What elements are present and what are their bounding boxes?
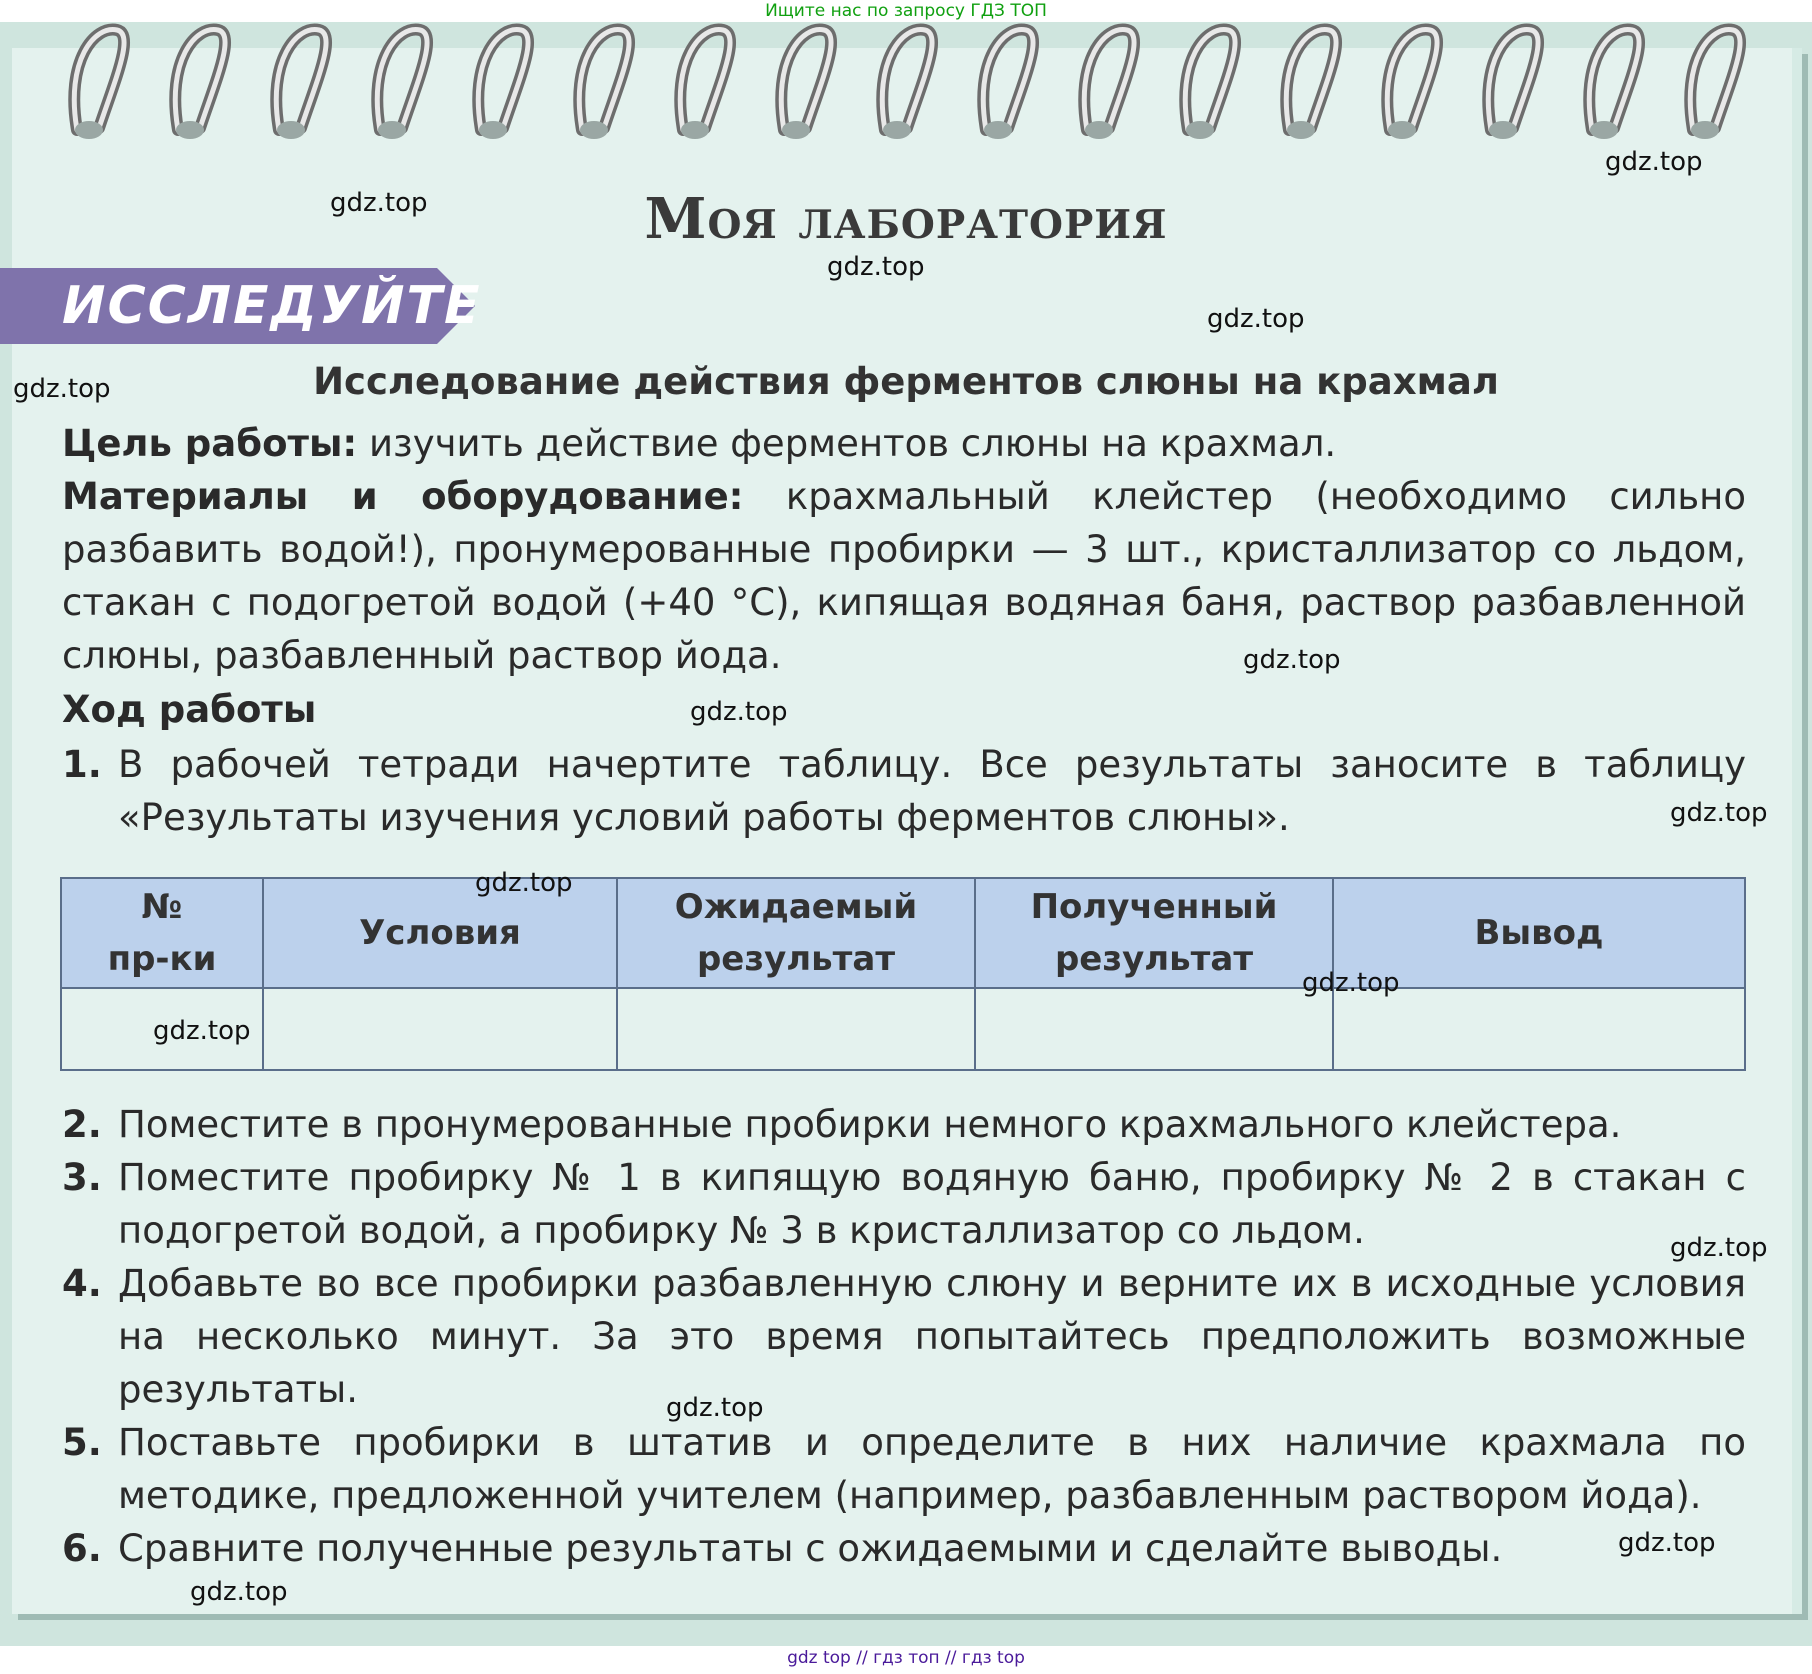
- watermark: gdz.top: [1670, 798, 1768, 828]
- procedure-heading: [62, 683, 316, 736]
- table-cell: [1333, 988, 1745, 1070]
- step-number: 4.: [62, 1262, 102, 1305]
- banner-label: ИССЛЕДУЙТЕ: [62, 276, 482, 336]
- experiment-heading: Исследование действия ферментов слюны на крахмал: [313, 360, 1499, 403]
- step-1: [62, 738, 1746, 844]
- watermark: gdz.top: [330, 188, 428, 218]
- step-text: Поставьте пробирки в штатив и определите в них наличие крахмала по методике, предложенной учителем (например, разбавленным раствором йода).: [118, 1421, 1746, 1517]
- header-tube-number: [61, 878, 263, 988]
- binding-hole: [378, 121, 406, 139]
- binding-hole: [782, 121, 810, 139]
- watermark: gdz.top: [153, 1016, 251, 1046]
- spiral-rings: [74, 30, 1740, 139]
- step-6: [62, 1522, 1746, 1575]
- table-cell: [975, 988, 1333, 1070]
- goal-label: Цель работы:: [62, 422, 358, 465]
- step-text: Поместите в пронумерованные пробирки немного крахмального клейстера.: [118, 1103, 1622, 1146]
- header-text: №: [141, 887, 183, 927]
- binding-hole: [1287, 121, 1315, 139]
- table-header-row: [61, 878, 1745, 988]
- binding-hole: [1186, 121, 1214, 139]
- step-number: 1.: [62, 743, 102, 786]
- header-text: Условия: [359, 913, 521, 953]
- header-expected-result: [617, 878, 975, 988]
- step-text: Добавьте во все пробирки разбавленную слюну и верните их в исходные условия на несколько минут. За это время попытайтесь предположить возможные результаты.: [118, 1262, 1746, 1411]
- materials-paragraph: [62, 470, 1746, 682]
- watermark: gdz.top: [666, 1393, 764, 1423]
- header-link[interactable]: Ищите нас по запросу ГДЗ ТОП: [765, 1, 1047, 21]
- step-number: 5.: [62, 1421, 102, 1464]
- header-text: Ожидаемый: [674, 887, 918, 927]
- binding-hole: [984, 121, 1012, 139]
- header-text: Вывод: [1474, 913, 1604, 953]
- watermark: gdz.top: [475, 868, 573, 898]
- binding-hole: [176, 121, 204, 139]
- materials-label: Материалы и оборудование:: [62, 475, 744, 518]
- binding-hole: [681, 121, 709, 139]
- goal-text: изучить действие ферментов слюны на крахмал.: [368, 422, 1337, 465]
- step-text: Сравните полученные результаты с ожидаемыми и сделайте выводы.: [118, 1527, 1503, 1570]
- header-text: результат: [1054, 939, 1254, 979]
- watermark: gdz.top: [1605, 147, 1703, 177]
- watermark: gdz.top: [13, 374, 111, 404]
- watermark: gdz.top: [1243, 645, 1341, 675]
- step-number: 3.: [62, 1156, 102, 1199]
- header-obtained-result: [975, 878, 1333, 988]
- table-cell: [263, 988, 617, 1070]
- step-3: [62, 1151, 1746, 1257]
- watermark: gdz.top: [1670, 1233, 1768, 1263]
- binding-hole: [479, 121, 507, 139]
- binding-hole: [1085, 121, 1113, 139]
- footer-link[interactable]: gdz top // гдз топ // гдз top: [787, 1648, 1025, 1668]
- binding-hole: [1388, 121, 1416, 139]
- step-text: В рабочей тетради начертите таблицу. Все результаты заносите в таблицу «Результаты изучения условий работы ферментов слюны».: [118, 743, 1746, 839]
- binding-hole: [75, 121, 103, 139]
- procedure-heading-text: Ход работы: [62, 688, 317, 731]
- results-table: [60, 877, 1746, 1071]
- spiral-binding: [0, 0, 1812, 170]
- header-text: результат: [696, 939, 896, 979]
- binding-hole: [883, 121, 911, 139]
- watermark: gdz.top: [827, 252, 925, 282]
- watermark: gdz.top: [1302, 968, 1400, 998]
- binding-hole: [277, 121, 305, 139]
- binding-hole: [1691, 121, 1719, 139]
- header-text: Полученный: [1030, 887, 1278, 927]
- goal-paragraph: [62, 417, 1746, 470]
- step-number: 2.: [62, 1103, 102, 1146]
- materials-text: крахмальный клейстер (необходимо сильно разбавить водой!), пронумерованные пробирки — 3 шт., кристаллизатор со льдом, стакан с подогретой водой (+40 °C), кипящая водяная баня, раствор разбавленной слюны, разбавленный раствор йода.: [62, 475, 1746, 677]
- watermark: gdz.top: [1207, 304, 1305, 334]
- watermark: gdz.top: [1618, 1528, 1716, 1558]
- watermark: gdz.top: [190, 1577, 288, 1607]
- header-text: пр-ки: [107, 939, 217, 979]
- watermark: gdz.top: [690, 697, 788, 727]
- step-text: Поместите пробирку № 1 в кипящую водяную баню, пробирку № 2 в стакан с подогретой водой, а пробирку № 3 в кристаллизатор со льдом.: [118, 1156, 1746, 1252]
- binding-hole: [580, 121, 608, 139]
- step-5: [62, 1416, 1746, 1522]
- step-4: [62, 1257, 1746, 1416]
- step-number: 6.: [62, 1527, 102, 1570]
- table-cell: [617, 988, 975, 1070]
- table-row: [61, 988, 1745, 1070]
- binding-hole: [1590, 121, 1618, 139]
- binding-hole: [1489, 121, 1517, 139]
- page-title: Моя лаборатория: [644, 186, 1168, 252]
- step-2: [62, 1098, 1746, 1151]
